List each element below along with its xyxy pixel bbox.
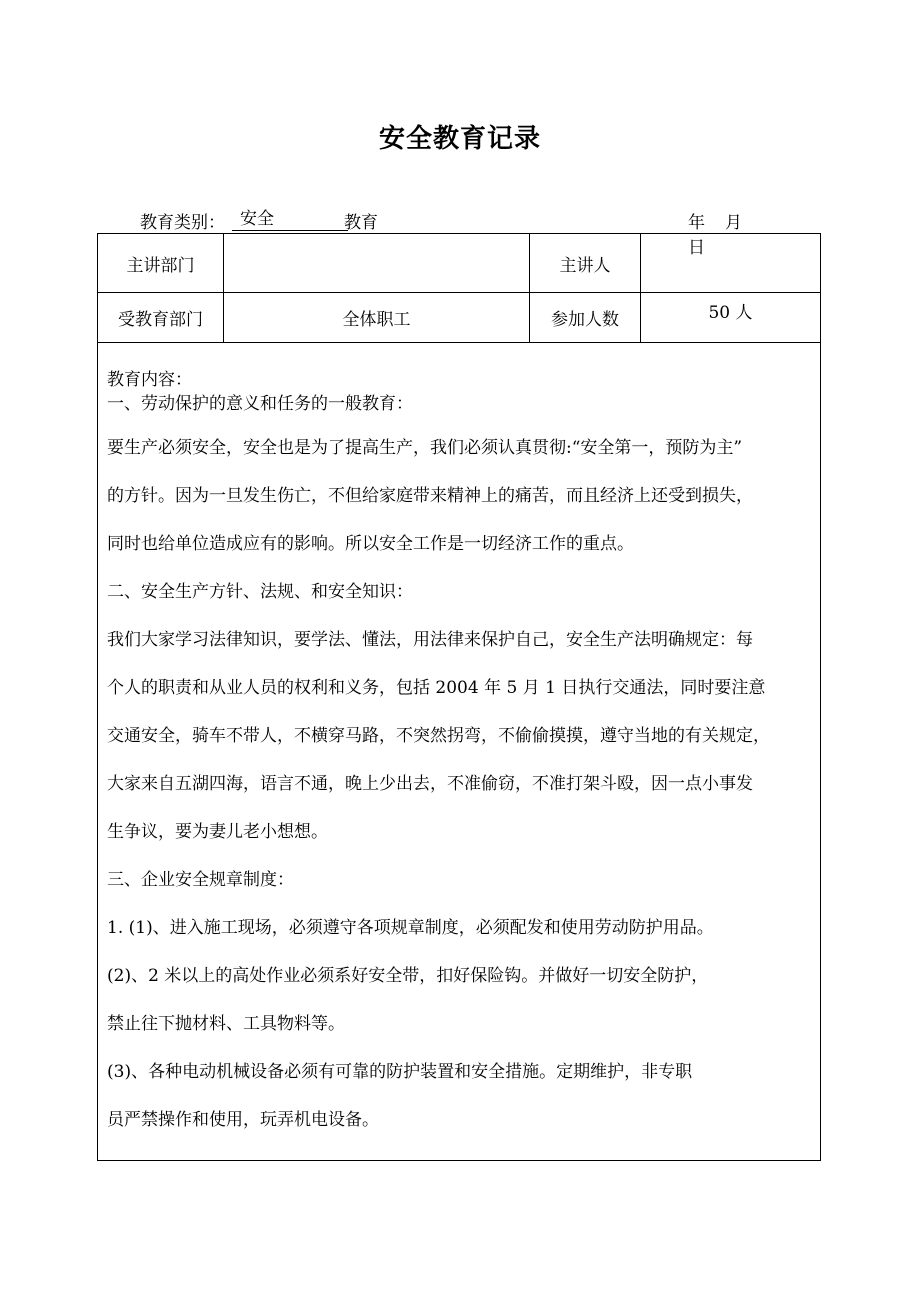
category-label: 教育类别： <box>140 213 225 233</box>
content-line: (2)、2 米以上的高处作业必须系好安全带，扣好保险钩。并做好一切安全防护， <box>107 966 709 986</box>
content-line: (3)、各种电动机械设备必须有可靠的防护装置和安全措施。定期维护，非专职 <box>107 1062 693 1082</box>
date-year: 年 <box>688 213 705 233</box>
education-content <box>107 368 815 1144</box>
page-title: 安全教育记录 <box>378 124 541 154</box>
lecturer-dept-value <box>224 234 529 292</box>
content-line: 三、企业安全规章制度： <box>107 870 294 890</box>
record-meta <box>140 208 790 258</box>
category-suffix: 教育 <box>344 213 378 233</box>
content-heading: 教育内容： <box>107 370 192 390</box>
content-line: 二、安全生产方针、法规、和安全知识： <box>107 582 413 602</box>
content-line: 同时也给单位造成应有的影响。所以安全工作是一切经济工作的重点。 <box>107 534 634 554</box>
content-line: 个人的职责和从业人员的权利和义务，包括 2004 年 5 月 1 日执行交通法，同时要注意 <box>107 678 766 698</box>
lecturer-label: 主讲人 <box>559 255 611 276</box>
content-line: 要生产必须安全，安全也是为了提高生产，我们必须认真贯彻:“安全第一，预防为主” <box>107 438 743 458</box>
row-divider-2 <box>98 342 820 343</box>
content-line: 的方针。因为一旦发生伤亡，不但给家庭带来精神上的痛苦，而且经济上还受到损失， <box>107 486 753 506</box>
attendees-value: 50 人 <box>708 303 753 323</box>
content-line: 一、劳动保护的意义和任务的一般教育： <box>107 394 413 414</box>
content-line: 我们大家学习法律知识，要学法、懂法，用法律来保护自己，安全生产法明确规定：每 <box>107 630 753 650</box>
lecturer-dept-label: 主讲部门 <box>126 255 195 276</box>
content-line: 生争议，要为妻儿老小想想。 <box>107 822 328 842</box>
content-line: 大家来自五湖四海，语言不通，晚上少出去，不准偷窃，不准打架斗殴，因一点小事发 <box>107 774 753 794</box>
content-line: 员严禁操作和使用，玩弄机电设备。 <box>107 1110 379 1130</box>
content-line: 1. (1)、进入施工现场，必须遵守各项规章制度，必须配发和使用劳动防护用品。 <box>107 918 714 938</box>
attendees-label: 参加人数 <box>551 310 619 330</box>
date-day: 日 <box>688 238 705 258</box>
content-line: 交通安全，骑车不带人，不横穿马路，不突然拐弯，不偷偷摸摸，遵守当地的有关规定， <box>107 726 770 746</box>
trainee-dept-label: 受教育部门 <box>118 310 203 330</box>
trainee-dept-value: 全体职工 <box>342 310 411 330</box>
date-month: 月 <box>725 213 742 233</box>
content-line: 禁止往下抛材料、工具物料等。 <box>107 1014 345 1034</box>
lecturer-value <box>641 234 820 292</box>
record-table <box>97 233 821 1161</box>
category-value: 安全 <box>232 208 348 231</box>
